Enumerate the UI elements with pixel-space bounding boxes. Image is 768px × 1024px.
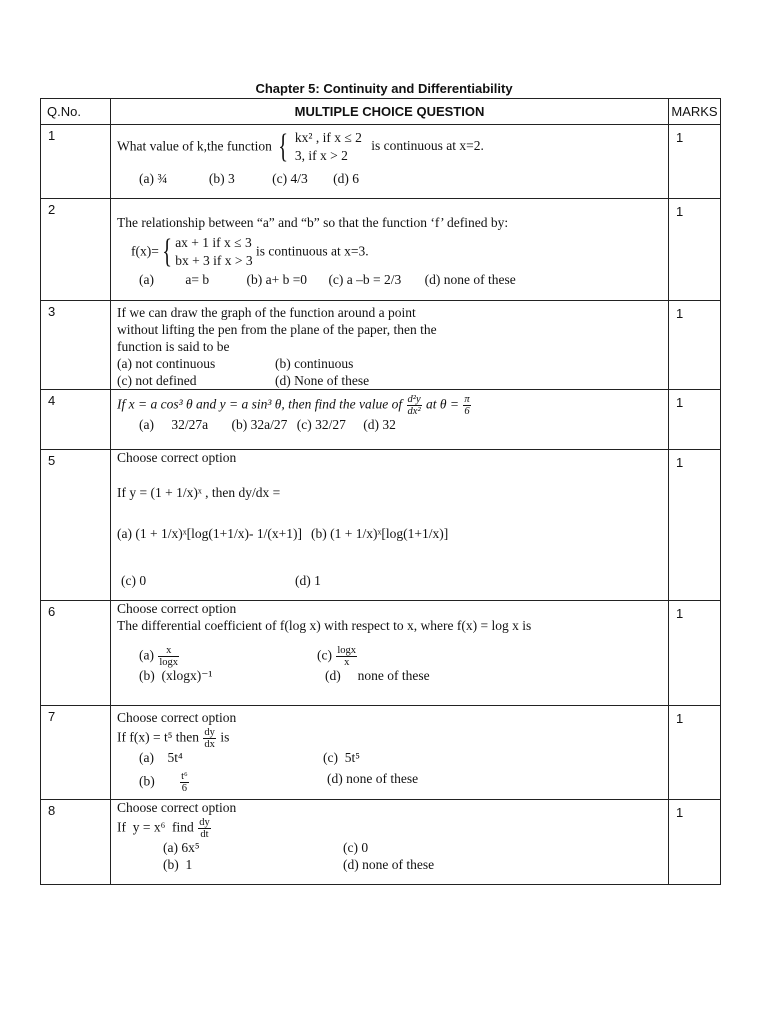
question-stem-tail: is continuous at x=2. xyxy=(371,138,484,154)
table-row xyxy=(41,800,721,885)
option-b: (b) 1 xyxy=(163,857,193,873)
option-d: (d) none of these xyxy=(325,668,430,684)
option-b: (b) (xlogx)⁻¹ xyxy=(139,668,213,684)
option-d: (d) none of these xyxy=(343,857,435,873)
option-d: (d) none of these xyxy=(327,771,419,787)
header-qno: Q.No. xyxy=(41,99,111,125)
question-body xyxy=(111,199,669,301)
question-stem: The differential coefficient of f(log x) with respect to x, where f(x) = log x is xyxy=(117,618,532,634)
table-header-row xyxy=(41,99,721,125)
derivative-fraction xyxy=(203,727,216,750)
question-stem: The relationship between “a” and “b” so that the function ‘f’ defined by: xyxy=(117,215,509,230)
question-body xyxy=(111,800,669,885)
question-line: function is said to be xyxy=(117,338,230,354)
question-body xyxy=(111,450,669,601)
case-line: kx² , if x ≤ 2 xyxy=(294,130,362,145)
table-row xyxy=(41,199,721,301)
option-a-value: a= b xyxy=(185,272,210,288)
question-stem: If y = (1 + 1/x)ˣ , then dy/dx = xyxy=(117,485,281,501)
question-stem: If f(x) = t⁵ then xyxy=(117,729,200,745)
table-row xyxy=(41,706,721,800)
question-stem-mid: at θ = xyxy=(425,397,459,413)
question-number: 3 xyxy=(41,301,111,390)
question-marks: 1 xyxy=(669,601,721,706)
question-intro: Choose correct option xyxy=(117,710,237,726)
option-a: (a) (1 + 1/x)ˣ[log(1+1/x)- 1/(x+1)] xyxy=(117,526,302,542)
option-c: (c) 0 xyxy=(121,573,147,588)
fraction-denominator: logx xyxy=(159,657,179,669)
table-row xyxy=(41,390,721,450)
fraction-numerator: d²y xyxy=(407,394,421,406)
question-marks: 1 xyxy=(669,125,721,199)
option-c: (c) xyxy=(317,647,332,663)
question-stem: What value of k,the function xyxy=(117,138,272,154)
question-body xyxy=(111,390,669,450)
fraction-numerator: dy xyxy=(199,817,210,829)
option-c: (c) 4/3 xyxy=(272,171,308,187)
option-d: (d) None of these xyxy=(275,372,370,388)
question-body xyxy=(111,301,669,390)
question-marks: 1 xyxy=(669,301,721,390)
brace-icon: { xyxy=(162,233,172,271)
table-row xyxy=(41,601,721,706)
option-b: (b) a+ b =0 xyxy=(246,272,308,288)
option-c: (c) 5t⁵ xyxy=(323,750,360,766)
option-a: (a) xyxy=(139,647,154,663)
question-number: 2 xyxy=(41,199,111,301)
option-a: (a) 6x⁵ xyxy=(163,840,200,856)
option-a: (a) ¾ xyxy=(139,171,168,187)
option-d: (d) 1 xyxy=(295,573,321,588)
piecewise-cases xyxy=(175,234,252,270)
fraction-denominator: dx² xyxy=(407,406,421,418)
header-question: MULTIPLE CHOICE QUESTION xyxy=(111,99,669,125)
piecewise-cases xyxy=(295,129,362,165)
question-line: If we can draw the graph of the function around a point xyxy=(117,305,416,320)
question-body xyxy=(111,125,669,199)
question-number: 5 xyxy=(41,450,111,601)
question-marks: 1 xyxy=(669,800,721,885)
function-label: f(x)= xyxy=(131,243,159,259)
document-title: Chapter 5: Continuity and Differentiability xyxy=(255,81,513,96)
option-a: (a) xyxy=(139,272,154,288)
question-number: 6 xyxy=(41,601,111,706)
fraction-denominator: 6 xyxy=(181,783,188,795)
fraction-numerator: t⁶ xyxy=(181,771,188,783)
question-body xyxy=(111,706,669,800)
option-a-fraction xyxy=(158,645,179,668)
option-b: (b) 32a/27 xyxy=(231,417,288,433)
question-number: 1 xyxy=(41,125,111,199)
fraction-numerator: x xyxy=(158,645,179,657)
derivative-fraction xyxy=(198,817,211,840)
mcq-table xyxy=(40,98,721,885)
question-number: 8 xyxy=(41,800,111,885)
option-c: (c) 0 xyxy=(343,840,369,856)
option-c: (c) a –b = 2/3 xyxy=(328,272,402,288)
table-row xyxy=(41,301,721,390)
question-marks: 1 xyxy=(669,706,721,800)
option-a: (a) not continuous xyxy=(117,355,216,371)
question-stem: If x = a cos³ θ and y = a sin³ θ, then find the value of xyxy=(117,397,403,413)
case-line: bx + 3 if x > 3 xyxy=(175,253,253,269)
question-marks: 1 xyxy=(669,450,721,601)
option-b: (b) continuous xyxy=(275,355,354,371)
case-line: 3, if x > 2 xyxy=(294,148,348,164)
angle-fraction xyxy=(463,394,470,417)
question-intro: Choose correct option xyxy=(117,450,237,466)
case-line: ax + 1 if x ≤ 3 xyxy=(175,234,252,250)
option-c: (c) 32/27 xyxy=(296,417,346,433)
header-marks: MARKS xyxy=(669,99,721,125)
question-marks: 1 xyxy=(669,199,721,301)
option-d: (d) none of these xyxy=(424,272,516,288)
question-line: without lifting the pen from the plane of the paper, then the xyxy=(117,321,437,337)
fraction-numerator: logx xyxy=(337,645,357,657)
option-c: (c) not defined xyxy=(117,372,197,388)
derivative-fraction xyxy=(407,394,422,417)
table-row xyxy=(41,450,721,601)
fraction-denominator: dx xyxy=(204,739,215,751)
question-marks: 1 xyxy=(669,390,721,450)
fraction-numerator: π xyxy=(464,394,470,406)
question-body xyxy=(111,601,669,706)
option-b: (b) xyxy=(139,773,155,789)
question-number: 4 xyxy=(41,390,111,450)
fraction-numerator: dy xyxy=(204,727,215,739)
option-a: (a) 5t⁴ xyxy=(139,750,183,766)
question-intro: Choose correct option xyxy=(117,601,237,617)
question-stem-tail: is xyxy=(220,729,230,745)
option-c-fraction xyxy=(336,645,357,668)
option-a: (a) xyxy=(139,417,154,433)
option-b-fraction xyxy=(180,771,189,794)
option-a-value: 32/27a xyxy=(171,417,209,433)
option-d: (d) 32 xyxy=(363,417,396,433)
fraction-denominator: x xyxy=(344,657,350,669)
question-number: 7 xyxy=(41,706,111,800)
option-b: (b) (1 + 1/x)ˣ[log(1+1/x)] xyxy=(311,526,449,542)
fraction-denominator: 6 xyxy=(464,406,470,418)
fraction-denominator: dt xyxy=(200,829,209,841)
question-stem-tail: is continuous at x=3. xyxy=(256,243,369,259)
question-intro: Choose correct option xyxy=(117,800,237,816)
question-stem: If y = x⁶ find xyxy=(117,819,194,835)
brace-icon: { xyxy=(278,128,289,166)
option-d: (d) 6 xyxy=(333,171,359,187)
table-row xyxy=(41,125,721,199)
option-b: (b) 3 xyxy=(208,171,235,187)
